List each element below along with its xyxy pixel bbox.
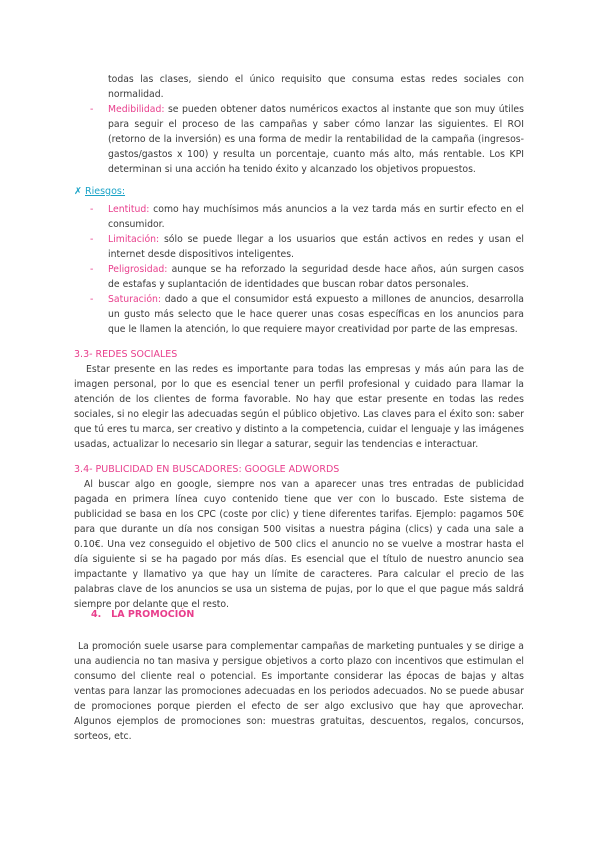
text-peligrosidad: aunque se ha reforzado la seguridad desde hace años, aún surgen casos de estafas y suplantación de identidades que buscan robar datos personales. [108, 264, 524, 290]
adwords-paragraph: Al buscar algo en google, siempre nos van a aparecer unas tres entradas de publicidad pagada en primera línea cuyo contenido tiene que ver con lo buscado. Este sistema de publicidad se basa en los CPC (coste por clic) y tiene diferentes tarifas. Ejemplo: pagamos 50€ para que durante un día nos consigan 500 visitas a nuestra página (clics) y cada una sale a 0.10€. Una vez conseguido el objetivo de 500 clics el anuncio no se vuelve a mostrar hasta el día siguiente si se ha pagado por más días. Es esencial que el título de nuestro anuncio sea impactante y llamativo ya que hay un límite de caracteres. Para calcular el precio de las palabras clave de los anuncios se usa un sistema de pujas, por lo que el que pague más saldrá siempre por delante que el resto. [74, 479, 524, 610]
redes-paragraph: Estar presente en las redes es importante para todas las empresas y más aún para las de imagen personal, por lo que es esencial tener un perfil profesional y cuidado para llamar la atención de los clientes de forma favorable. No hay que estar presente en todas las redes sociales, si no elegir las adecuadas según el público objetivo. Las claves para el éxito son: saber que tú eres tu marca, ser creativo y distinto a la competencia, cuidar el lenguaje y las imágenes usadas, actualizar lo necesario sin llegar a saturar, seguir las tendencias e interactuar. [74, 364, 524, 450]
cross-icon: ✗ [74, 186, 82, 197]
bullet-medibilidad [90, 102, 524, 177]
text-limitacion: sólo se puede llegar a los usuarios que están activos en redes y usan el internet desde dispositivos inteligentes. [108, 234, 524, 260]
term-medibilidad: Medibilidad: [108, 104, 165, 115]
promocion-paragraph: La promoción suele usarse para complementar campañas de marketing puntuales y se dirige a una audiencia no tan masiva y persigue objetivos a corto plazo con incentivos que estimulan el consumo del cliente real o potencial. Es importante considerar las épocas de bajas y altas ventas para lanzar las promociones adecuadas en los periodos adecuados. No se puede abusar de promociones porque pierden el efecto de ser algo exclusivo que hay que aprovechar. Algunos ejemplos de promociones son: muestras gratuitas, descuentos, regalos, concursos, sorteos, etc. [74, 641, 524, 742]
bullet-lentitud [90, 202, 524, 232]
heading-google-adwords: 3.4- PUBLICIDAD EN BUSCADORES: GOOGLE ADWORDS [74, 464, 340, 475]
term-limitacion: Limitación: [108, 234, 160, 245]
bullet-dash: - [90, 204, 94, 215]
bullet-dash: - [90, 264, 94, 275]
bullet-dash: - [90, 234, 94, 245]
intro-continuation: todas las clases, siendo el único requisito que consuma estas redes sociales con normalidad. [108, 74, 524, 100]
bullet-saturacion [90, 292, 524, 337]
text-saturacion: dado a que el consumidor está expuesto a millones de anuncios, desarrolla un gusto más selecto que le hace querer unas cosas específicas en los anuncios para que le llamen la atención, lo que requiere mayor creatividad por parte de las empresas. [108, 294, 524, 335]
bullet-peligrosidad [90, 262, 524, 292]
term-lentitud: Lentitud: [108, 204, 150, 215]
heading-la-promocion [91, 609, 194, 620]
term-saturacion: Saturación: [108, 294, 162, 305]
riesgos-heading [74, 186, 125, 197]
section-number: 4. [91, 609, 102, 620]
bullet-dash: - [90, 294, 94, 305]
bullet-dash: - [90, 104, 94, 115]
heading-redes-sociales: 3.3- REDES SOCIALES [74, 349, 178, 360]
text-medibilidad: se pueden obtener datos numéricos exactos al instante que son muy útiles para seguir el proceso de las campañas y saber cómo lanzar las siguientes. El ROI (retorno de la inversión) es una forma de medir la rentabilidad de la campaña (ingresos-gastos/gastos x 100) y resulta un porcentaje, cuanto más alto, más rentable. Los KPI determinan si una acción ha tenido éxito y alcanzado los objetivos propuestos. [108, 104, 524, 175]
term-peligrosidad: Peligrosidad: [108, 264, 168, 275]
text-lentitud: como hay muchísimos más anuncios a la vez tarda más en surtir efecto en el consumidor. [108, 204, 524, 230]
bullet-limitacion [90, 232, 524, 262]
section-title: LA PROMOCIÓN [111, 609, 195, 620]
riesgos-label: Riesgos: [85, 186, 126, 197]
